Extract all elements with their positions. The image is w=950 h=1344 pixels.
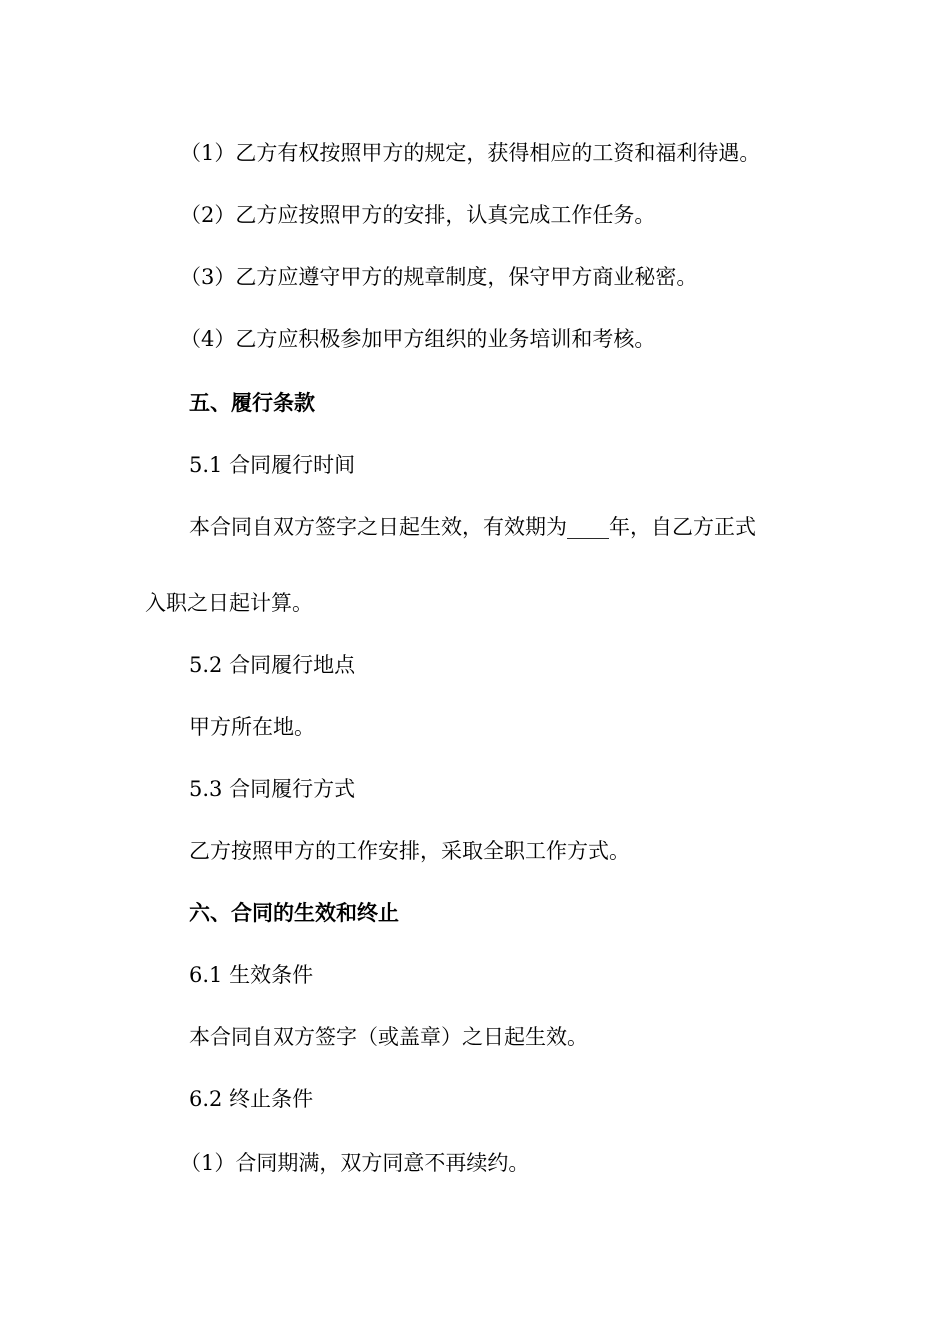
clause-item-4: （4）乙方应积极参加甲方组织的业务培训和考核。: [180, 327, 656, 351]
paragraph-line: 甲方所在地。: [189, 715, 315, 739]
subsection-heading-6-1: 6.1 生效条件: [189, 963, 314, 987]
subsection-heading-6-2: 6.2 终止条件: [189, 1087, 314, 1111]
paragraph-line-continued: 入职之日起计算。: [145, 591, 313, 615]
subsection-heading-5-3: 5.3 合同履行方式: [189, 777, 356, 801]
clause-item-3: （3）乙方应遵守甲方的规章制度，保守甲方商业秘密。: [180, 265, 698, 289]
section-heading-5: 五、履行条款: [189, 390, 315, 415]
paragraph-line: 本合同自双方签字（或盖章）之日起生效。: [189, 1025, 588, 1049]
subsection-heading-5-1: 5.1 合同履行时间: [189, 453, 356, 477]
section-heading-6: 六、合同的生效和终止: [189, 900, 399, 925]
clause-item-1: （1）乙方有权按照甲方的规定，获得相应的工资和福利待遇。: [180, 141, 761, 165]
paragraph-line: 乙方按照甲方的工作安排，采取全职工作方式。: [189, 839, 630, 863]
paragraph-line: 本合同自双方签字之日起生效，有效期为____年，自乙方正式: [189, 515, 756, 539]
clause-item-termination-1: （1）合同期满，双方同意不再续约。: [180, 1151, 530, 1175]
clause-item-2: （2）乙方应按照甲方的安排，认真完成工作任务。: [180, 203, 656, 227]
subsection-heading-5-2: 5.2 合同履行地点: [189, 653, 356, 677]
